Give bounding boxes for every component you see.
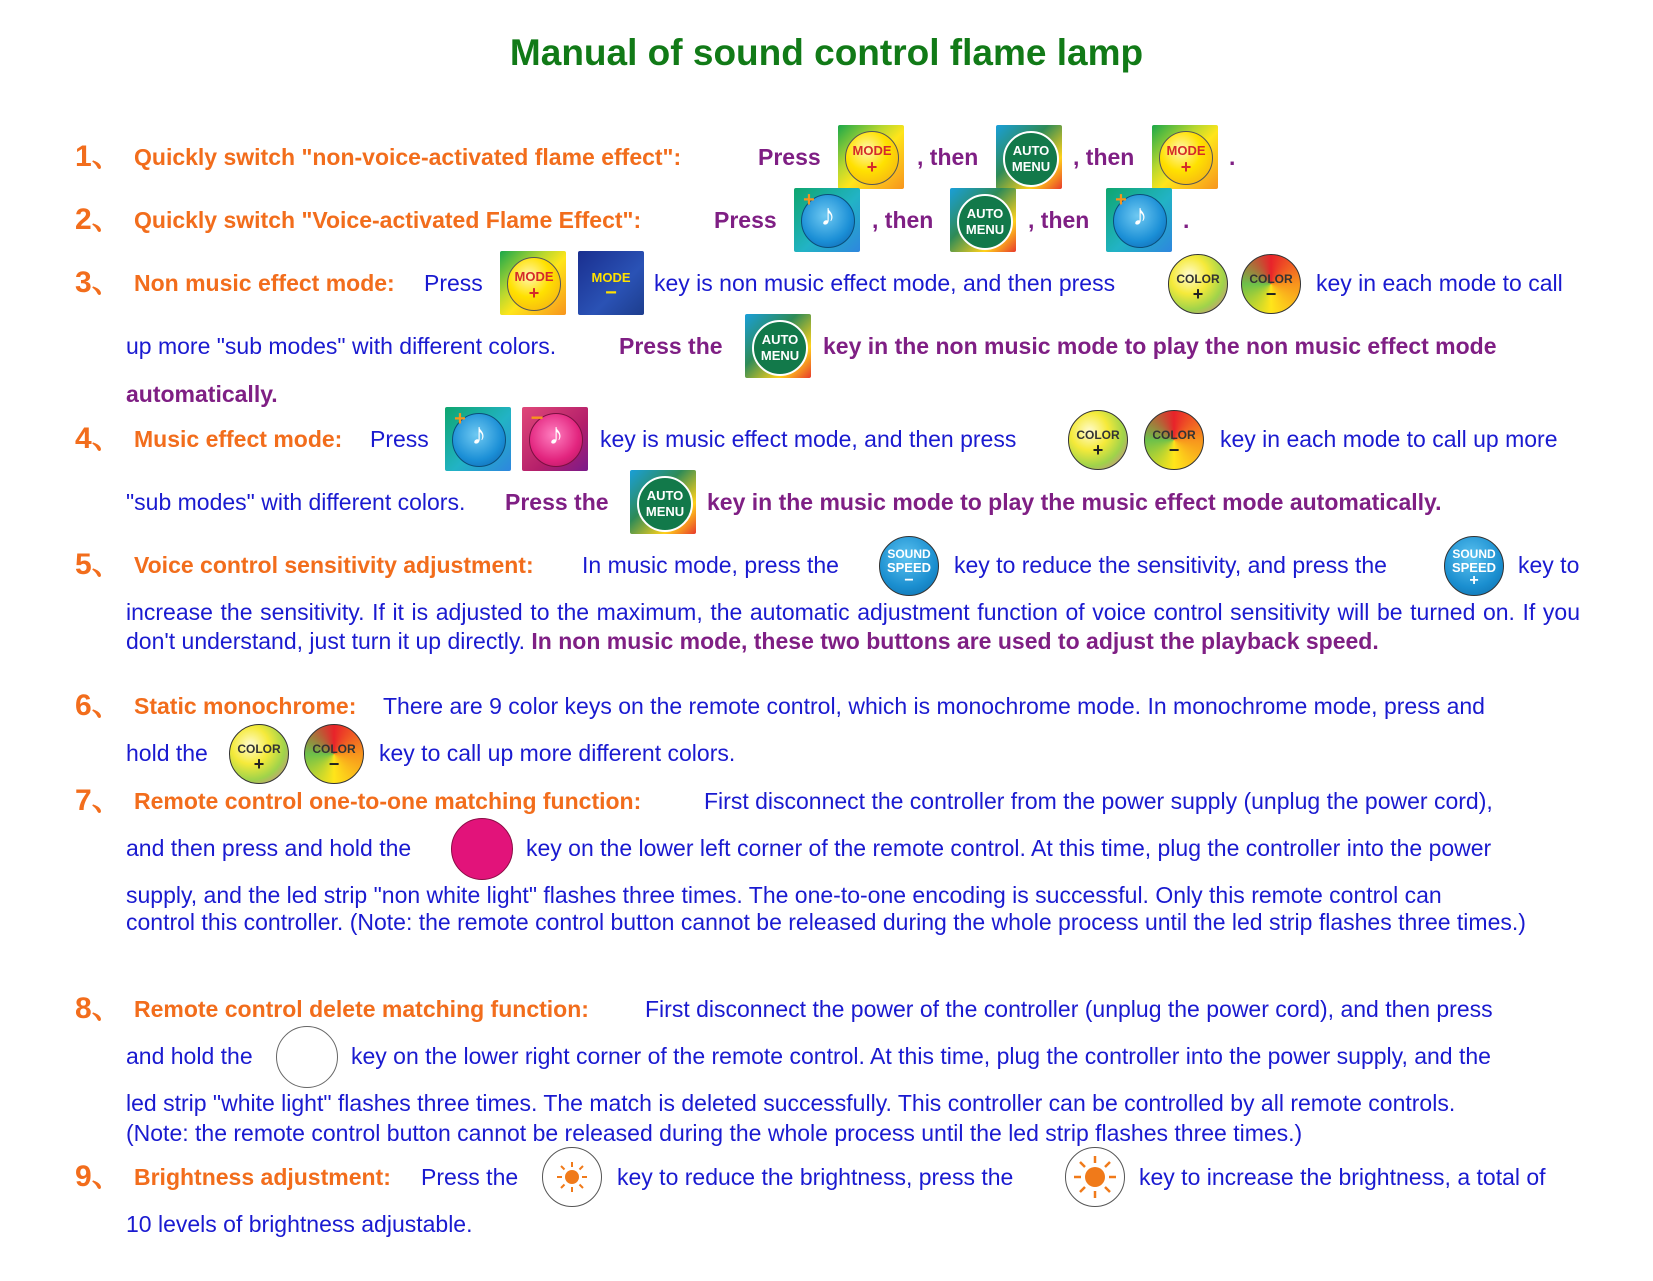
body-bold-text: Press the: [619, 333, 723, 359]
body-text: key to call up more different colors.: [379, 740, 736, 766]
item-heading: Voice control sensitivity adjustment:: [134, 552, 534, 578]
body-text: key to increase the brightness, a total of: [1139, 1164, 1546, 1190]
body-text: key on the lower right corner of the remote control. At this time, plug the controller into the power supply, and the: [351, 1043, 1491, 1069]
item-number: 4、: [75, 422, 122, 455]
then-text: , then: [917, 144, 979, 170]
body-text: key is music effect mode, and then press: [600, 426, 1017, 452]
item-heading: Music effect mode:: [134, 426, 343, 452]
music-minus-key-icon: ♪ −: [522, 407, 588, 471]
item-4-line-2: [0, 470, 1653, 534]
body-text: "sub modes" with different colors.: [126, 489, 466, 515]
item-heading: Non music effect mode:: [134, 270, 395, 296]
body-bold-text: In non music mode, these two buttons are used to adjust the playback speed.: [531, 628, 1379, 654]
body-text: control this controller. (Note: the remote control button cannot be released during the whole process until the led strip flashes three times.): [126, 909, 1526, 935]
body-text: key to reduce the sensitivity, and press the: [954, 552, 1387, 578]
body-text: Press: [424, 270, 483, 296]
body-text: There are 9 color keys on the remote control, which is monochrome mode. In monochrome mode, press and: [383, 693, 1485, 719]
item-number: 6、: [75, 689, 122, 722]
music-plus-key-icon: ♪ +: [445, 407, 511, 471]
item-1: [0, 125, 1653, 189]
item-5: [0, 533, 1653, 597]
auto-menu-key-icon: AUTO MENU: [745, 314, 811, 378]
color-minus-key-icon: COLOR −: [304, 724, 364, 784]
color-plus-key-icon: COLOR +: [1068, 410, 1128, 470]
auto-menu-key-icon: AUTO MENU: [996, 125, 1062, 189]
sound-speed-minus-key-icon: SOUND SPEED −: [879, 536, 939, 596]
then-text: , then: [1028, 207, 1090, 233]
item-heading: Quickly switch "non-voice-activated flame effect":: [134, 144, 682, 170]
item-heading: Brightness adjustment:: [134, 1164, 391, 1190]
body-text: First disconnect the power of the controller (unplug the power cord), and then press: [645, 996, 1493, 1022]
item-7-paragraph: [126, 908, 1580, 937]
item-heading: Remote control one-to-one matching function:: [134, 788, 642, 814]
color-minus-key-icon: COLOR −: [1241, 254, 1301, 314]
body-text: up more "sub modes" with different colors.: [126, 333, 557, 359]
item-number: 5、: [75, 548, 122, 581]
body-text: 10 levels of brightness adjustable.: [126, 1211, 473, 1237]
body-bold-text: Press the: [505, 489, 609, 515]
body-text: key to: [1518, 552, 1580, 578]
body-text: key on the lower left corner of the remote control. At this time, plug the controller into the power: [526, 835, 1492, 861]
mode-plus-key-icon: MODE +: [500, 251, 566, 315]
auto-menu-key-icon: AUTO MENU: [950, 188, 1016, 252]
music-plus-key-icon: ♪ +: [1106, 188, 1172, 252]
music-plus-key-icon: ♪ +: [794, 188, 860, 252]
item-number: 8、: [75, 992, 122, 1025]
body-text: hold the: [126, 740, 208, 766]
page-title: Manual of sound control flame lamp: [509, 32, 1144, 73]
color-minus-key-icon: COLOR −: [1144, 410, 1204, 470]
item-heading: Static monochrome:: [134, 693, 357, 719]
body-bold-text: key in the music mode to play the music effect mode automatically.: [707, 489, 1442, 515]
item-number: 3、: [75, 266, 122, 299]
body-text: key to reduce the brightness, press the: [617, 1164, 1014, 1190]
item-number: 1、: [75, 140, 122, 173]
period-text: .: [1229, 144, 1236, 170]
item-heading: Remote control delete matching function:: [134, 996, 589, 1022]
then-text: , then: [1073, 144, 1135, 170]
item-3: [0, 251, 1653, 315]
mode-minus-key-icon: MODE −: [578, 251, 644, 315]
body-text: led strip "white light" flashes three times. The match is deleted successfully. This controller can be controlled by all remote controls.: [126, 1090, 1456, 1116]
color-plus-key-icon: COLOR +: [1168, 254, 1228, 314]
body-text: key in each mode to call up more: [1220, 426, 1558, 452]
body-text: increase the sensitivity. If it is adjusted to the maximum, the automatic adjustment function of voice control sensitivity will be turned on. If you don't understand, just turn it up directly.: [126, 599, 1580, 654]
item-2: [0, 188, 1653, 252]
body-text: First disconnect the controller from the power supply (unplug the power cord),: [704, 788, 1493, 814]
mode-plus-key-icon: MODE +: [838, 125, 904, 189]
body-text: and hold the: [126, 1043, 253, 1069]
body-text: key in each mode to call: [1316, 270, 1563, 296]
body-bold-text: automatically.: [126, 381, 278, 407]
mode-plus-key-icon: MODE +: [1152, 125, 1218, 189]
item-9-line-2: [0, 1192, 1653, 1256]
body-text: supply, and the led strip "non white light" flashes three times. The one-to-one encoding is successful. Only this remote control can: [126, 882, 1442, 908]
press-text: Press: [758, 144, 821, 170]
body-text: (Note: the remote control button cannot be released during the whole process until the led strip flashes three times.): [126, 1120, 1303, 1146]
body-text: and then press and hold the: [126, 835, 412, 861]
item-5-paragraph: [126, 598, 1580, 656]
body-text: Press: [370, 426, 429, 452]
color-plus-key-icon: COLOR +: [229, 724, 289, 784]
auto-menu-key-icon: AUTO MENU: [630, 470, 696, 534]
item-number: 9、: [75, 1160, 122, 1193]
item-number: 2、: [75, 203, 122, 236]
press-text: Press: [714, 207, 777, 233]
item-heading: Quickly switch "Voice-activated Flame Effect":: [134, 207, 642, 233]
body-bold-text: key in the non music mode to play the non music effect mode: [823, 333, 1497, 359]
body-text: In music mode, press the: [582, 552, 839, 578]
body-text: Press the: [421, 1164, 519, 1190]
then-text: , then: [872, 207, 934, 233]
body-text: key is non music effect mode, and then press: [654, 270, 1116, 296]
period-text: .: [1183, 207, 1190, 233]
item-number: 7、: [75, 784, 122, 817]
item-4: [0, 407, 1653, 471]
sound-speed-plus-key-icon: SOUND SPEED +: [1444, 536, 1504, 596]
